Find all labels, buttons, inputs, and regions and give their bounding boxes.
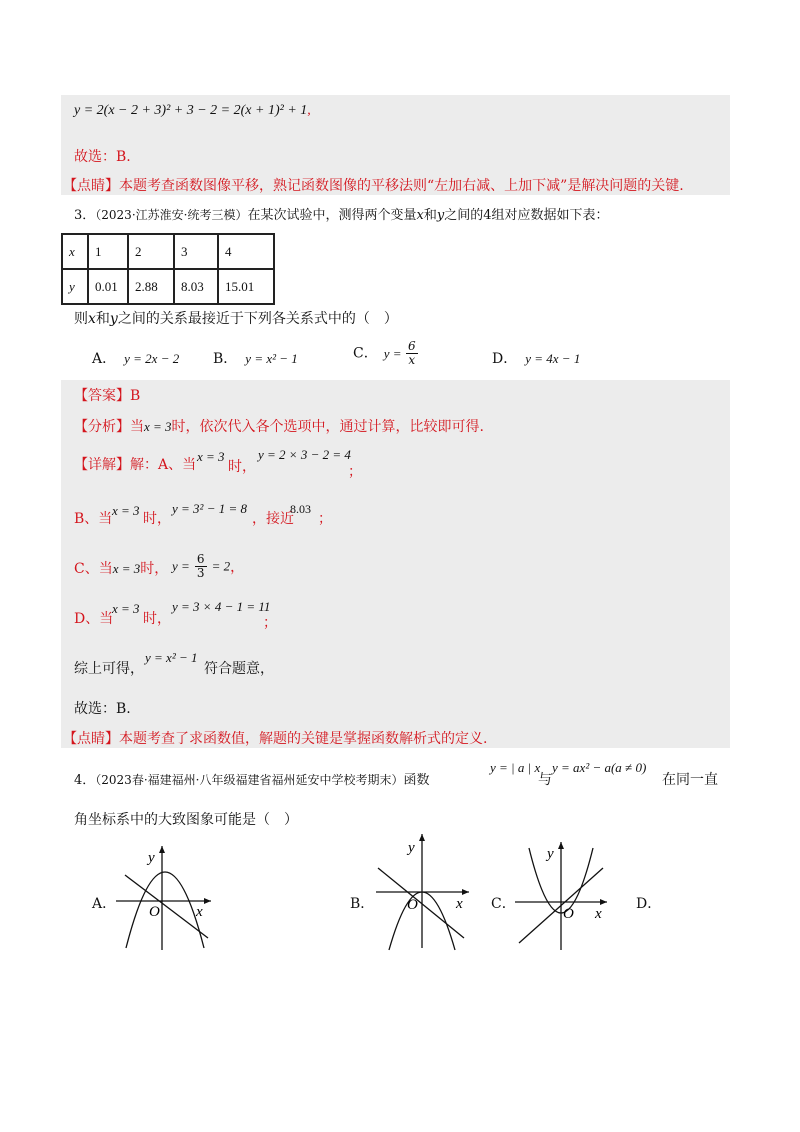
- table-row: [62, 234, 274, 269]
- q3-summary: 综上可得，: [74, 661, 144, 677]
- q3-detail-b-val: 8.03: [290, 502, 311, 516]
- x-arrow: [462, 889, 469, 895]
- table-row: [62, 269, 274, 304]
- prev-equation: y = 2(x − 2 + 3)² + 3 − 2 = 2(x + 1)² + 1,: [74, 103, 311, 118]
- q3-option-b[interactable]: B． y = x² − 1: [213, 351, 298, 367]
- q3-ask: 则x和y之间的关系最接近于下列各关系式中的（ ）: [74, 311, 398, 327]
- q4-option-b[interactable]: B．: [350, 896, 375, 912]
- q3-detail-a-calc: y = 2 × 3 − 2 = 4: [258, 447, 351, 462]
- q3-detail-d-calc: y = 3 × 4 − 1 = 11: [172, 599, 271, 614]
- line: [378, 868, 464, 938]
- y-label: y: [547, 846, 554, 862]
- q4-option-a[interactable]: A．: [92, 896, 117, 912]
- fraction: $\frac{6}{x}$: [407, 339, 416, 367]
- y-arrow: [159, 846, 165, 853]
- origin-label: O: [563, 906, 574, 922]
- q3-detail-a-time: 时，: [228, 459, 256, 475]
- table-cell: 15.01: [218, 269, 274, 304]
- q4-stem-line1: 4．（2023春·福建福州·八年级福建省福州延安中学校考期末）函数: [74, 773, 430, 788]
- graph-a: [112, 842, 216, 954]
- table-cell: 1: [88, 234, 128, 269]
- q3-detail-d: D、当: [74, 611, 114, 627]
- y-arrow: [558, 842, 564, 849]
- table-cell: 8.03: [174, 269, 218, 304]
- fraction: $\frac{6}{3}$: [196, 552, 205, 580]
- x-label: x: [595, 906, 602, 922]
- q3-detail-b-calc: y = 3² − 1 = 8: [172, 501, 247, 516]
- origin-label: O: [407, 897, 418, 913]
- q3-detail-d-end: ；: [263, 615, 277, 631]
- q3-summary-expr: y = x² − 1: [145, 650, 198, 665]
- graph-c: [511, 838, 613, 952]
- q3-detail-a: 【详解】解：A、当: [74, 457, 197, 473]
- x-label: x: [456, 896, 463, 912]
- table-cell: 4: [218, 234, 274, 269]
- data-table: [61, 233, 275, 305]
- q4-option-c[interactable]: C．: [491, 896, 516, 912]
- q3-detail-b-end: ；: [318, 511, 332, 527]
- q4-option-d[interactable]: D．: [636, 896, 662, 912]
- table-cell: x: [62, 234, 88, 269]
- q3-detail-c-calc: y = $\frac{6}{3}$ = 2，: [172, 552, 245, 580]
- q3-option-c[interactable]: C． y = $\frac{6}{x}$: [353, 339, 416, 367]
- graph-b: [372, 830, 476, 954]
- q3-detail-c: C、当x = 3时，: [74, 561, 169, 577]
- q3-answer: 【答案】B: [74, 388, 141, 404]
- q3-detail-a-x: x = 3: [197, 449, 225, 464]
- q4-stem-end: 在同一直: [662, 772, 718, 788]
- table-cell: 3: [174, 234, 218, 269]
- q3-detail-b-close: ，接近: [252, 511, 294, 527]
- q3-option-d[interactable]: D． y = 4x − 1: [492, 351, 581, 367]
- q3-detail-d-x: x = 3: [112, 601, 140, 616]
- x-arrow: [204, 898, 211, 904]
- x-arrow: [600, 899, 607, 905]
- q4-expr2: y = ax² − a(a ≠ 0): [552, 760, 647, 775]
- q4-expr1: y = | a | x: [490, 760, 541, 775]
- q4-stem-line2: 角坐标系中的大致图象可能是（ ）: [74, 812, 298, 828]
- y-label: y: [408, 840, 415, 856]
- origin-label: O: [149, 904, 160, 920]
- q3-detail-b: B、当: [74, 511, 113, 527]
- prev-choice: 故选：B.: [74, 149, 131, 165]
- y-label: y: [148, 850, 155, 866]
- prev-comment: 【点睛】本题考查函数图像平移，熟记函数图像的平移法则“左加右减、上加下减”是解决问题的关键.: [63, 178, 684, 194]
- table-cell: 2: [128, 234, 174, 269]
- q3-option-a[interactable]: A． y = 2x − 2: [92, 351, 180, 367]
- table-cell: y: [62, 269, 88, 304]
- x-label: x: [196, 904, 203, 920]
- q3-detail-b-time: 时，: [143, 511, 171, 527]
- q3-summary-end: 符合题意，: [204, 661, 274, 677]
- parabola: [126, 872, 204, 948]
- table-cell: 0.01: [88, 269, 128, 304]
- table-cell: 2.88: [128, 269, 174, 304]
- q3-comment: 【点睛】本题考查了求函数值，解题的关键是掌握函数解析式的定义.: [63, 731, 488, 747]
- q3-detail-b-x: x = 3: [112, 503, 140, 518]
- y-arrow: [419, 834, 425, 841]
- q4-stem-and: 与: [538, 772, 552, 788]
- q3-stem: 3．（2023·江苏淮安·统考三模）在某次试验中，测得两个变量x和y之间的4组对应数据如下表：: [74, 208, 609, 223]
- q3-analysis: 【分析】当x = 3时，依次代入各个选项中，通过计算，比较即可得.: [74, 419, 484, 435]
- q3-detail-a-end: ；: [348, 464, 362, 480]
- q3-choice: 故选：B.: [74, 701, 131, 717]
- q3-detail-d-time: 时，: [143, 611, 171, 627]
